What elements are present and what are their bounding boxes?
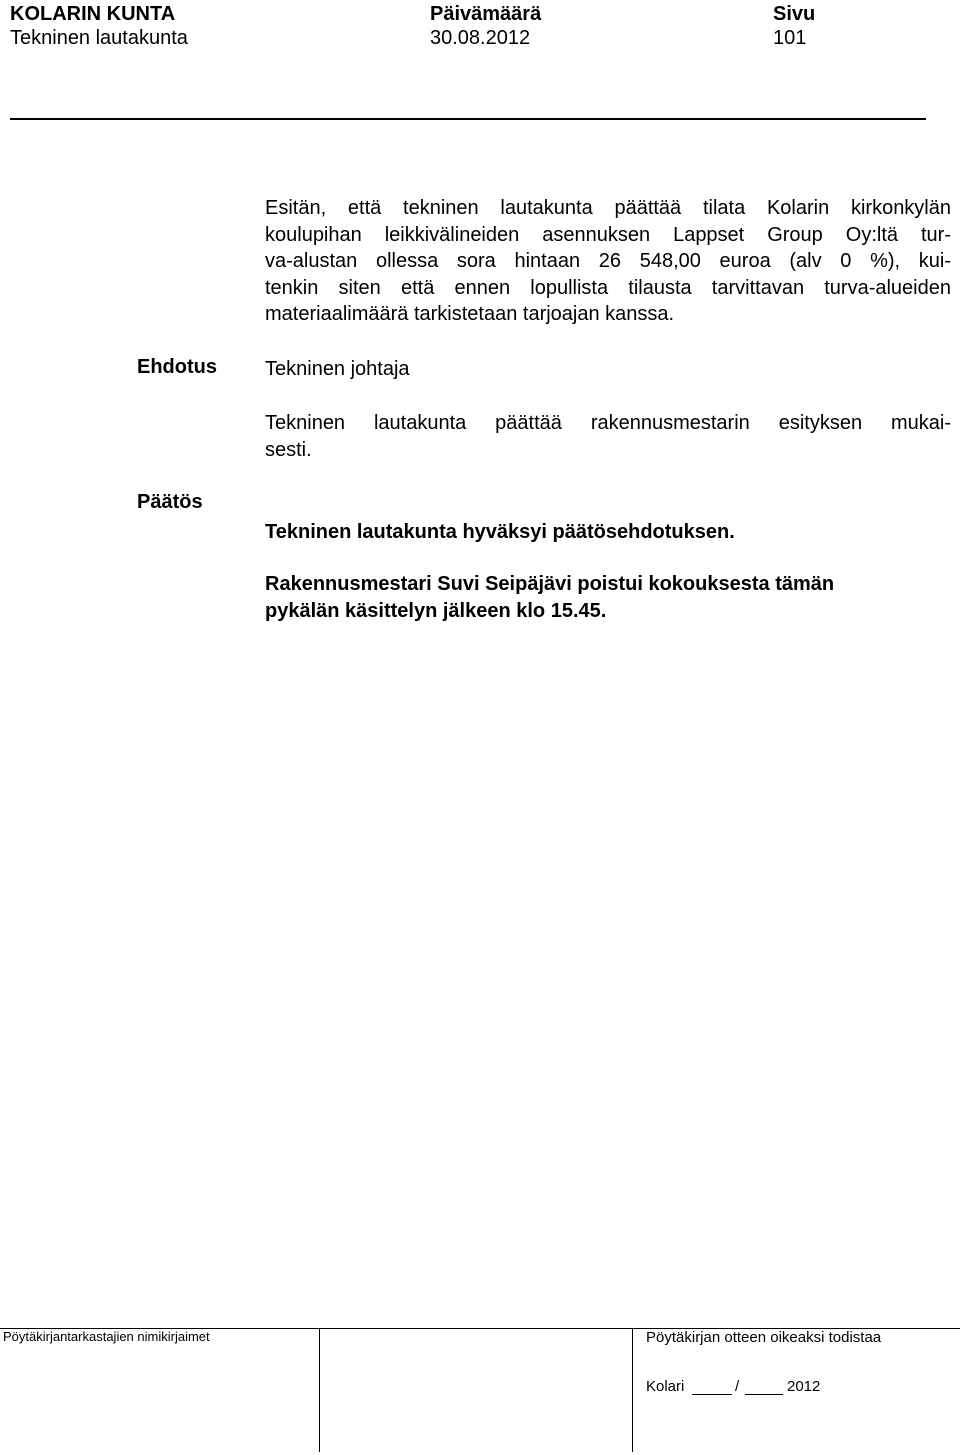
page-number: 101 [773,27,807,49]
decision-text: Tekninen lautakunta hyväksyi päätösehdotuksen. [265,521,735,543]
footer-right-divider [632,1328,633,1452]
ehdotus-line: Tekninen lautakunta päättää rakennusmestarin esityksen mukai- [265,412,951,434]
date-value: 30.08.2012 [430,27,531,49]
proposal-line: tenkin siten että ennen lopullista tilausta tarvittavan turva-alueiden [265,276,951,299]
place-label: Kolari [646,1378,685,1395]
ehdotus-line: sesti. [265,438,312,461]
proposal-line: va-alustan ollessa sora hintaan 26 548,00 euroa (alv 0 %), kui- [265,250,951,272]
month-blank [745,1394,783,1395]
proposal-line: koulupihan leikkivälineiden asennuksen Lappset Group Oy:ltä tur- [265,223,951,246]
proposer: Tekninen johtaja [265,358,410,380]
date-label: Päivämäärä [430,3,542,25]
org-name: KOLARIN KUNTA [10,3,176,25]
ehdotus-label: Ehdotus [137,356,217,378]
proposal-line: materiaalimäärä tarkistetaan tarjoajan kanssa. [265,303,675,325]
signatures-label: Pöytäkirjantarkastajien nimikirjaimet [3,1329,210,1344]
note-line: Rakennusmestari Suvi Seipäjävi poistui kokouksesta tämän [265,573,835,595]
certified-label: Pöytäkirjan otteen oikeaksi todistaa [646,1329,882,1346]
page-label: Sivu [773,3,816,25]
header-divider [10,118,926,120]
footer-left-divider [319,1328,320,1452]
year-label: 2012 [787,1378,821,1395]
proposal-line: Esitän, että tekninen lautakunta päättää tilata Kolarin kirkonkylän [265,197,951,219]
note-line: pykälän käsittelyn jälkeen klo 15.45. [265,600,607,622]
board-name: Tekninen lautakunta [10,27,188,49]
day-blank [692,1394,732,1395]
date-separator: / [735,1378,740,1395]
proposal-paragraph [265,195,951,328]
ehdotus-text [265,410,951,463]
paatos-label: Päätös [137,491,203,513]
